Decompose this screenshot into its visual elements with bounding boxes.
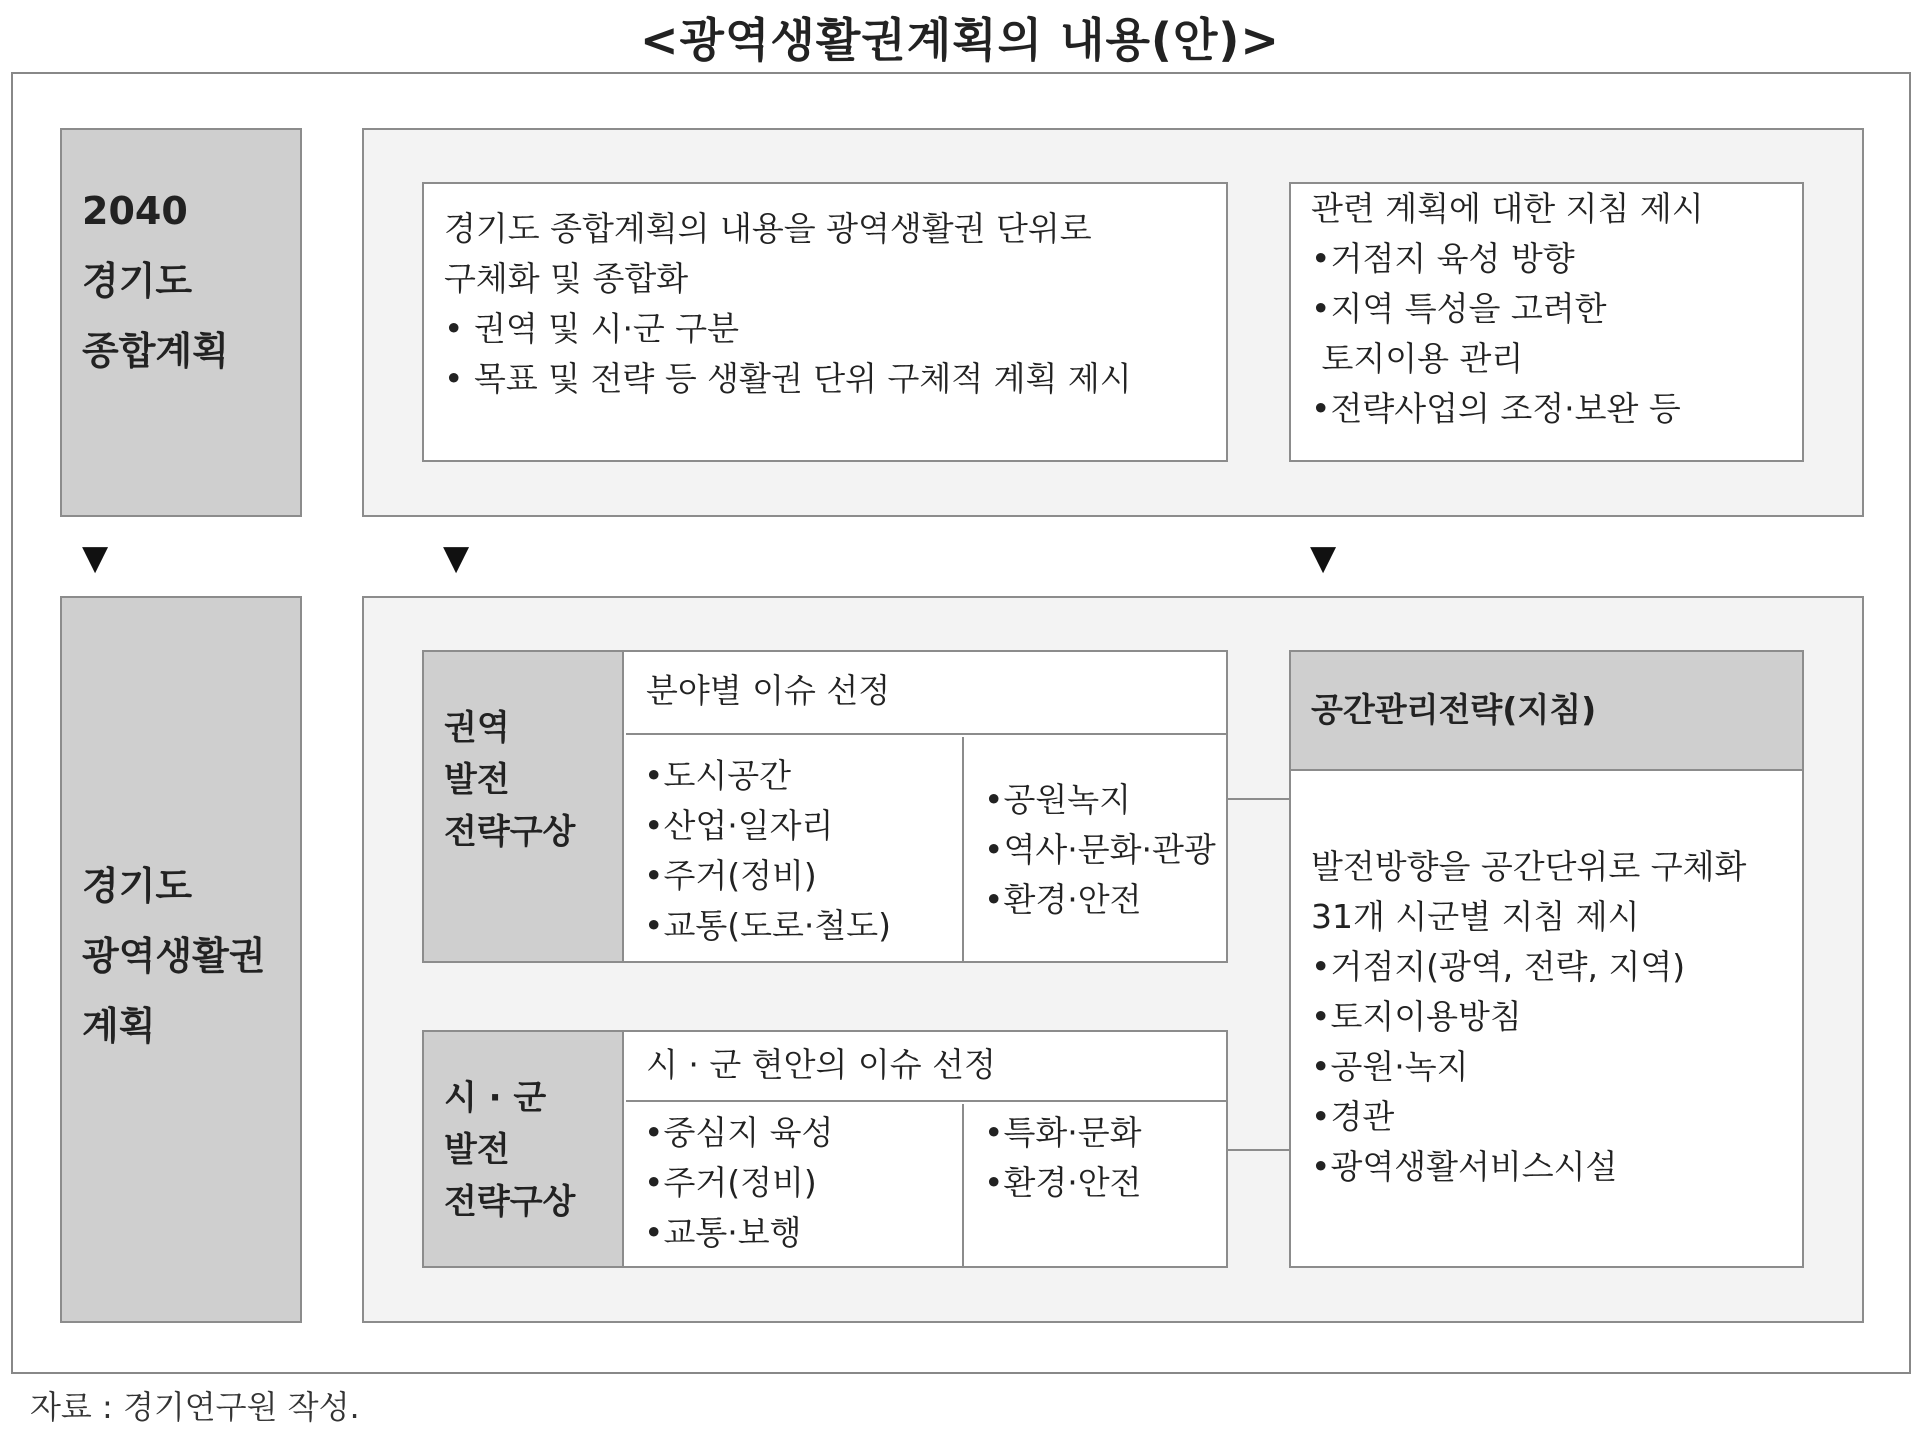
spatial-strategy-body	[1291, 842, 1802, 1192]
spatial-strategy-box	[1289, 650, 1804, 1268]
label-line: 경기도	[82, 864, 193, 908]
text-line: • 목표 및 전략 등 생활권 단위 구체적 계획 제시	[444, 359, 1132, 398]
list-item: •역사·문화·관광	[984, 830, 1216, 869]
comprehensive-plan-label-box	[60, 128, 302, 517]
regional-plan-label	[82, 851, 266, 1061]
comprehensive-plan-label	[82, 176, 229, 386]
regional-issue-header: 분야별 이슈 선정	[626, 652, 1226, 735]
list-item: •교통·보행	[644, 1213, 802, 1252]
city-issue-col1	[626, 1104, 964, 1266]
regional-strategy-label-cell	[424, 652, 624, 961]
label-line: 종합계획	[82, 329, 229, 373]
list-item: •거점지(광역, 전략, 지역)	[1311, 947, 1686, 986]
label-line: 2040	[82, 189, 188, 233]
list-item: •토지이용방침	[1311, 997, 1522, 1036]
city-strategy-label	[444, 1072, 575, 1228]
city-issue-header: 시 · 군 현안의 이슈 선정	[626, 1032, 1226, 1102]
list-item: •환경·안전	[984, 880, 1142, 919]
text-line: 관련 계획에 대한 지침 제시	[1311, 189, 1704, 228]
regional-strategy-table	[422, 650, 1228, 963]
city-issue-col2	[966, 1104, 1226, 1266]
text-line: 토지이용 관리	[1311, 339, 1524, 378]
source-note: 자료 : 경기연구원 작성.	[30, 1388, 360, 1426]
text-line: 31개 시군별 지침 제시	[1311, 897, 1640, 936]
list-item: •도시공간	[644, 756, 791, 795]
list-item: •중심지 육성	[644, 1113, 834, 1152]
plan-content-box	[422, 182, 1228, 462]
list-item: •환경·안전	[984, 1163, 1142, 1202]
connector-line	[1228, 798, 1289, 800]
label-line: 전략구상	[444, 1182, 576, 1222]
diagram-title: <광역생활권계획의 내용(안)>	[640, 13, 1280, 67]
regional-issue-col1	[626, 737, 964, 961]
label-line: 전략구상	[444, 812, 576, 852]
city-strategy-label-cell	[424, 1032, 624, 1266]
label-line: 계획	[82, 1004, 156, 1048]
regional-issue-col2	[966, 737, 1226, 961]
label-line: 시 · 군	[444, 1078, 547, 1118]
down-arrow-icon: ▼	[443, 538, 470, 578]
city-strategy-table	[422, 1030, 1228, 1268]
spatial-strategy-header: 공간관리전략(지침)	[1291, 652, 1802, 771]
text-line: •전략사업의 조정·보완 등	[1311, 389, 1681, 428]
plan-content-text	[444, 204, 1132, 404]
text-line: •거점지 육성 방향	[1311, 239, 1575, 278]
list-item: •주거(정비)	[644, 1163, 817, 1202]
down-arrow-icon: ▼	[1310, 538, 1337, 578]
regional-strategy-label	[444, 702, 575, 858]
label-line: 광역생활권	[82, 934, 266, 978]
list-item: •주거(정비)	[644, 856, 817, 895]
list-item: •교통(도로·철도)	[644, 906, 891, 945]
guideline-text	[1311, 184, 1704, 434]
down-arrow-icon: ▼	[82, 538, 109, 578]
label-line: 발전	[444, 760, 510, 800]
text-line: 발전방향을 공간단위로 구체화	[1311, 847, 1747, 886]
connector-line	[1228, 1149, 1289, 1151]
list-item: •특화·문화	[984, 1113, 1142, 1152]
list-item: •광역생활서비스시설	[1311, 1147, 1618, 1186]
list-item: •공원·녹지	[1311, 1047, 1469, 1086]
list-item: •경관	[1311, 1097, 1395, 1136]
text-line: • 권역 및 시·군 구분	[444, 309, 740, 348]
label-line: 권역	[444, 708, 510, 748]
text-line: 경기도 종합계획의 내용을 광역생활권 단위로	[444, 209, 1092, 248]
list-item: •산업·일자리	[644, 806, 834, 845]
text-line: •지역 특성을 고려한	[1311, 289, 1607, 328]
label-line: 경기도	[82, 259, 193, 303]
list-item: •공원녹지	[984, 780, 1131, 819]
label-line: 발전	[444, 1130, 510, 1170]
regional-plan-label-box	[60, 596, 302, 1323]
guideline-box	[1289, 182, 1804, 462]
text-line: 구체화 및 종합화	[444, 259, 689, 298]
